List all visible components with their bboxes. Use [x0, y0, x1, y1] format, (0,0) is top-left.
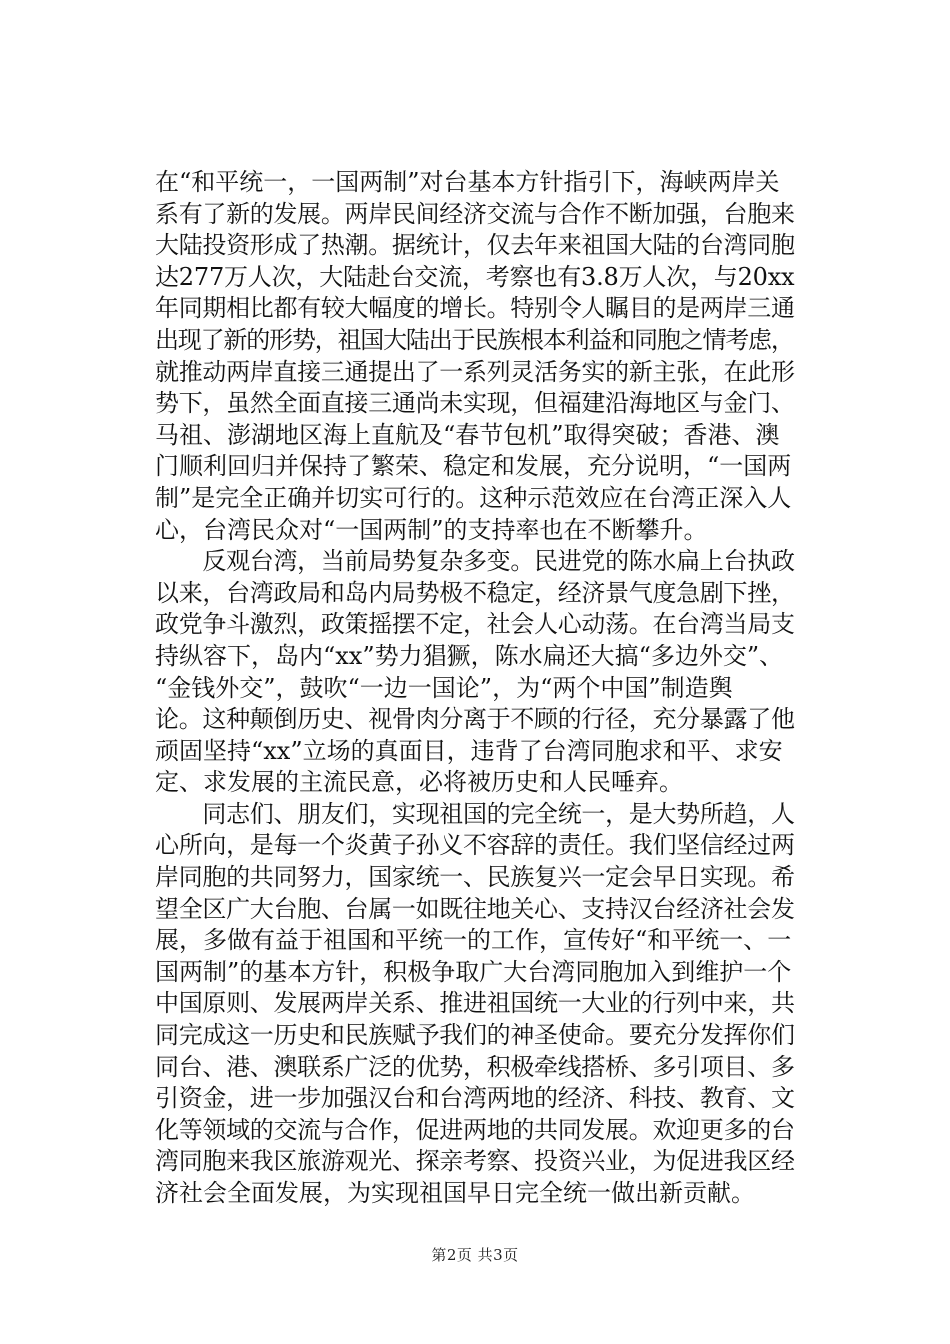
page-number-footer: 第2页 共3页	[431, 1246, 519, 1264]
text-line: 在“和平统一，一国两制”对台基本方针指引下，海峡两岸关	[155, 168, 780, 196]
text-line: 持纵容下，岛内“xx”势力猖獗，陈水扁还大搞“多边外交”、	[155, 641, 784, 670]
text-line: 就推动两岸直接三通提出了一系列灵活务实的新主张，在此形	[155, 357, 795, 386]
text-line: 同完成这一历史和民族赋予我们的神圣使命。要充分发挥你们	[155, 1021, 795, 1050]
text-line: 系有了新的发展。两岸民间经济交流与合作不断加强，台胞来	[155, 199, 795, 228]
text-line: 政党争斗激烈，政策摇摆不定，社会人心动荡。在台湾当局支	[155, 610, 795, 639]
text-line: 心，台湾民众对“一国两制”的支持率也在不断攀升。	[155, 515, 708, 544]
text-line: 年同期相比都有较大幅度的增长。特别令人瞩目的是两岸三通	[155, 294, 795, 323]
text-line: 反观台湾，当前局势复杂多变。民进党的陈水扁上台执政	[155, 547, 795, 576]
text-line: 岸同胞的共同努力，国家统一、民族复兴一定会早日实现。希	[155, 863, 795, 892]
text-line: 同志们、朋友们，实现祖国的完全统一，是大势所趋，人	[155, 799, 795, 828]
text-line: 济社会全面发展，为实现祖国早日完全统一做出新贡献。	[155, 1179, 755, 1207]
text-line: 定、求发展的主流民意，必将被历史和人民唾弃。	[155, 768, 683, 797]
text-line: 以来，台湾政局和岛内局势极不稳定，经济景气度急剧下挫，	[155, 578, 795, 607]
text-line: 大陆投资形成了热潮。据统计，仅去年来祖国大陆的台湾同胞	[155, 231, 795, 260]
text-line: 湾同胞来我区旅游观光、探亲考察、投资兴业，为促进我区经	[155, 1147, 795, 1176]
text-line: 展，多做有益于祖国和平统一的工作，宣传好“和平统一、一	[155, 926, 792, 955]
text-line: 顽固坚持“xx”立场的真面目，违背了台湾同胞求和平、求安	[155, 736, 783, 765]
text-line: “金钱外交”，鼓吹“一边一国论”，为“两个中国”制造舆	[155, 673, 733, 702]
document-body	[155, 167, 795, 1210]
text-line: 引资金，进一步加强汉台和台湾两地的经济、科技、教育、文	[155, 1084, 795, 1113]
text-line: 同台、港、澳联系广泛的优势，积极牵线搭桥、多引项目、多	[155, 1052, 795, 1081]
text-line: 心所向，是每一个炎黄子孙义不容辞的责任。我们坚信经过两	[155, 831, 795, 860]
text-line: 马祖、澎湖地区海上直航及“春节包机”取得突破；香港、澳	[155, 420, 780, 449]
text-line: 论。这种颠倒历史、视骨肉分离于不顾的行径，充分暴露了他	[155, 705, 795, 734]
text-line: 国两制”的基本方针，积极争取广大台湾同胞加入到维护一个	[155, 957, 792, 986]
text-line: 出现了新的形势，祖国大陆出于民族根本利益和同胞之情考虑，	[155, 325, 794, 354]
text-line: 化等领域的交流与合作，促进两地的共同发展。欢迎更多的台	[155, 1115, 795, 1144]
text-line: 门顺利回归并保持了繁荣、稳定和发展，充分说明，“一国两	[155, 452, 792, 481]
text-line: 望全区广大台胞、台属一如既往地关心、支持汉台经济社会发	[155, 894, 795, 923]
text-line: 达277万人次，大陆赴台交流，考察也有3.8万人次，与20xx	[155, 262, 795, 291]
text-line: 势下，虽然全面直接三通尚未实现，但福建沿海地区与金门、	[155, 389, 795, 418]
text-line: 中国原则、发展两岸关系、推进祖国统一大业的行列中来，共	[155, 989, 795, 1018]
text-line: 制”是完全正确并切实可行的。这种示范效应在台湾正深入人	[155, 483, 792, 512]
